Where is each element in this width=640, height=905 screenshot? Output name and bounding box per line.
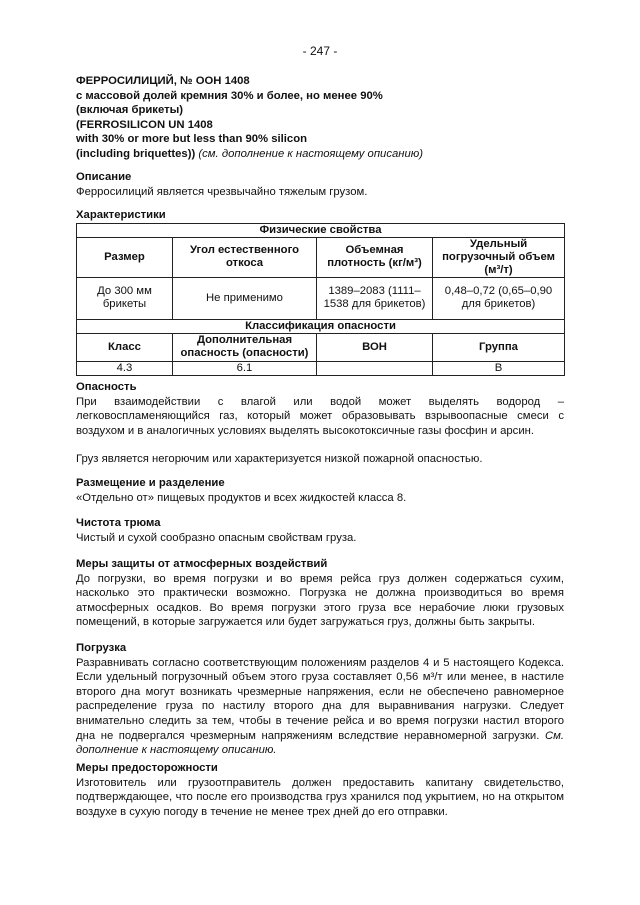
hazard-heading: Опасность (76, 381, 137, 393)
characteristics-heading: Характеристики (76, 209, 166, 221)
col-stowage-factor: Удельный погрузочный объем (м³/т) (433, 237, 565, 277)
loading-text-italic: См. дополнение к настоящему описанию. (76, 729, 565, 757)
precautions-heading: Меры предосторожности (76, 762, 218, 774)
title-line-5: with 30% or more but less than 90% silicon (76, 133, 308, 146)
stowage-heading: Размещение и разделение (76, 477, 225, 489)
col-group: Группа (433, 333, 565, 361)
precautions-section (76, 761, 564, 819)
hold-cleanliness-section (76, 516, 564, 545)
cargo-title (76, 74, 564, 162)
hazard-text-1: При взаимодействии с влагой или водой может выделять водород – легковоспламеняющийся газ, который может образовывать взрывоопасные смеси с воздухом и в аналогичных условиях выделять высокотоксичные газы фосфин и арсин. (76, 395, 564, 437)
description-section (76, 170, 564, 199)
cell-subsidiary-risk: 6.1 (173, 361, 317, 375)
characteristics-table (76, 223, 565, 376)
loading-text-main: Разравнивать согласно соответствующим положениям разделов 4 и 5 настоящего Кодекса. Если удельный погрузочный объем этого груза составляет 0,56 м³/т или менее, в настиле второго дна могут возникать чрезмерные напряжения, если не обеспечено равномерное распределение груза по настилу второго дна для выравнивания нагрузки. Следует внимательно следить за тем, чтобы в течение рейса и во время погрузки настил второго дна не подвергался чрезмерным напряжениям вследствие неравномерной загрузки. (76, 656, 564, 742)
cell-angle-of-repose: Не применимо (173, 277, 317, 319)
title-line-4: (FERROSILICON UN 1408 (76, 118, 213, 131)
col-class: Класс (77, 333, 173, 361)
characteristics-section (76, 208, 564, 376)
title-line-6 (76, 147, 564, 162)
stowage-text: «Отдельно от» пищевых продуктов и всех жидкостей класса 8. (76, 491, 407, 504)
title-line-6-bold: (including briquettes)) (76, 147, 196, 160)
weather-heading: Меры защиты от атмосферных воздействий (76, 558, 328, 570)
weather-section (76, 557, 564, 630)
precautions-text: Изготовитель или грузоотправитель должен предоставить капитану свидетельство, подтверждающее, что после его производства груз хранился под укрытием, но на открытом воздухе в сухую погоду в течение не менее трех дней до его отправки. (76, 776, 564, 818)
col-size: Размер (77, 237, 173, 277)
hazard-section (76, 380, 564, 467)
cell-size: До 300 мм брикеты (77, 277, 173, 319)
hazard-classification-heading: Классификация опасности (77, 319, 565, 333)
title-line-1: ФЕРРОСИЛИЦИЙ, № ООН 1408 (76, 75, 250, 87)
title-line-3: (включая брикеты) (76, 104, 184, 117)
col-bulk-density: Объемная плотность (кг/м³) (317, 237, 433, 277)
description-text: Ферросилиций является чрезвычайно тяжелым грузом. (76, 185, 368, 198)
stowage-section (76, 476, 564, 505)
hold-cleanliness-heading: Чистота трюма (76, 517, 161, 529)
loading-text (76, 656, 564, 758)
page-number: - 247 - (302, 44, 338, 58)
cell-mhb (317, 361, 433, 375)
title-line-6-italic: (см. дополнение к настоящему описанию) (195, 147, 424, 160)
cell-group: B (433, 361, 565, 375)
col-subsidiary-risk: Дополнительная опасность (опасности) (173, 333, 317, 361)
title-line-2: с массовой долей кремния 30% и более, но менее 90% (76, 89, 383, 102)
cell-bulk-density: 1389–2083 (1111–1538 для брикетов) (317, 277, 433, 319)
loading-section (76, 641, 564, 758)
col-mhb: ВОН (317, 333, 433, 361)
physical-properties-heading: Физические свойства (77, 223, 565, 237)
hazard-text-2: Груз является негорючим или характеризуется низкой пожарной опасностью. (76, 453, 483, 466)
cell-class: 4.3 (77, 361, 173, 375)
col-angle-of-repose: Угол естественного откоса (173, 237, 317, 277)
cell-stowage-factor: 0,48–0,72 (0,65–0,90 для брикетов) (433, 277, 565, 319)
weather-text: До погрузки, во время погрузки и во время рейса груз должен содержаться сухим, насколько это практически возможно. Погрузка не должна производиться во время атмосферных осадков. Во время погрузки этого груза все нерабочие люки грузовых помещений, в которые загружается или будет загружаться груз, должны быть закрыты. (76, 572, 564, 629)
hold-cleanliness-text: Чистый и сухой сообразно опасным свойствам груза. (76, 531, 357, 544)
description-heading: Описание (76, 171, 132, 183)
loading-heading: Погрузка (76, 642, 127, 654)
